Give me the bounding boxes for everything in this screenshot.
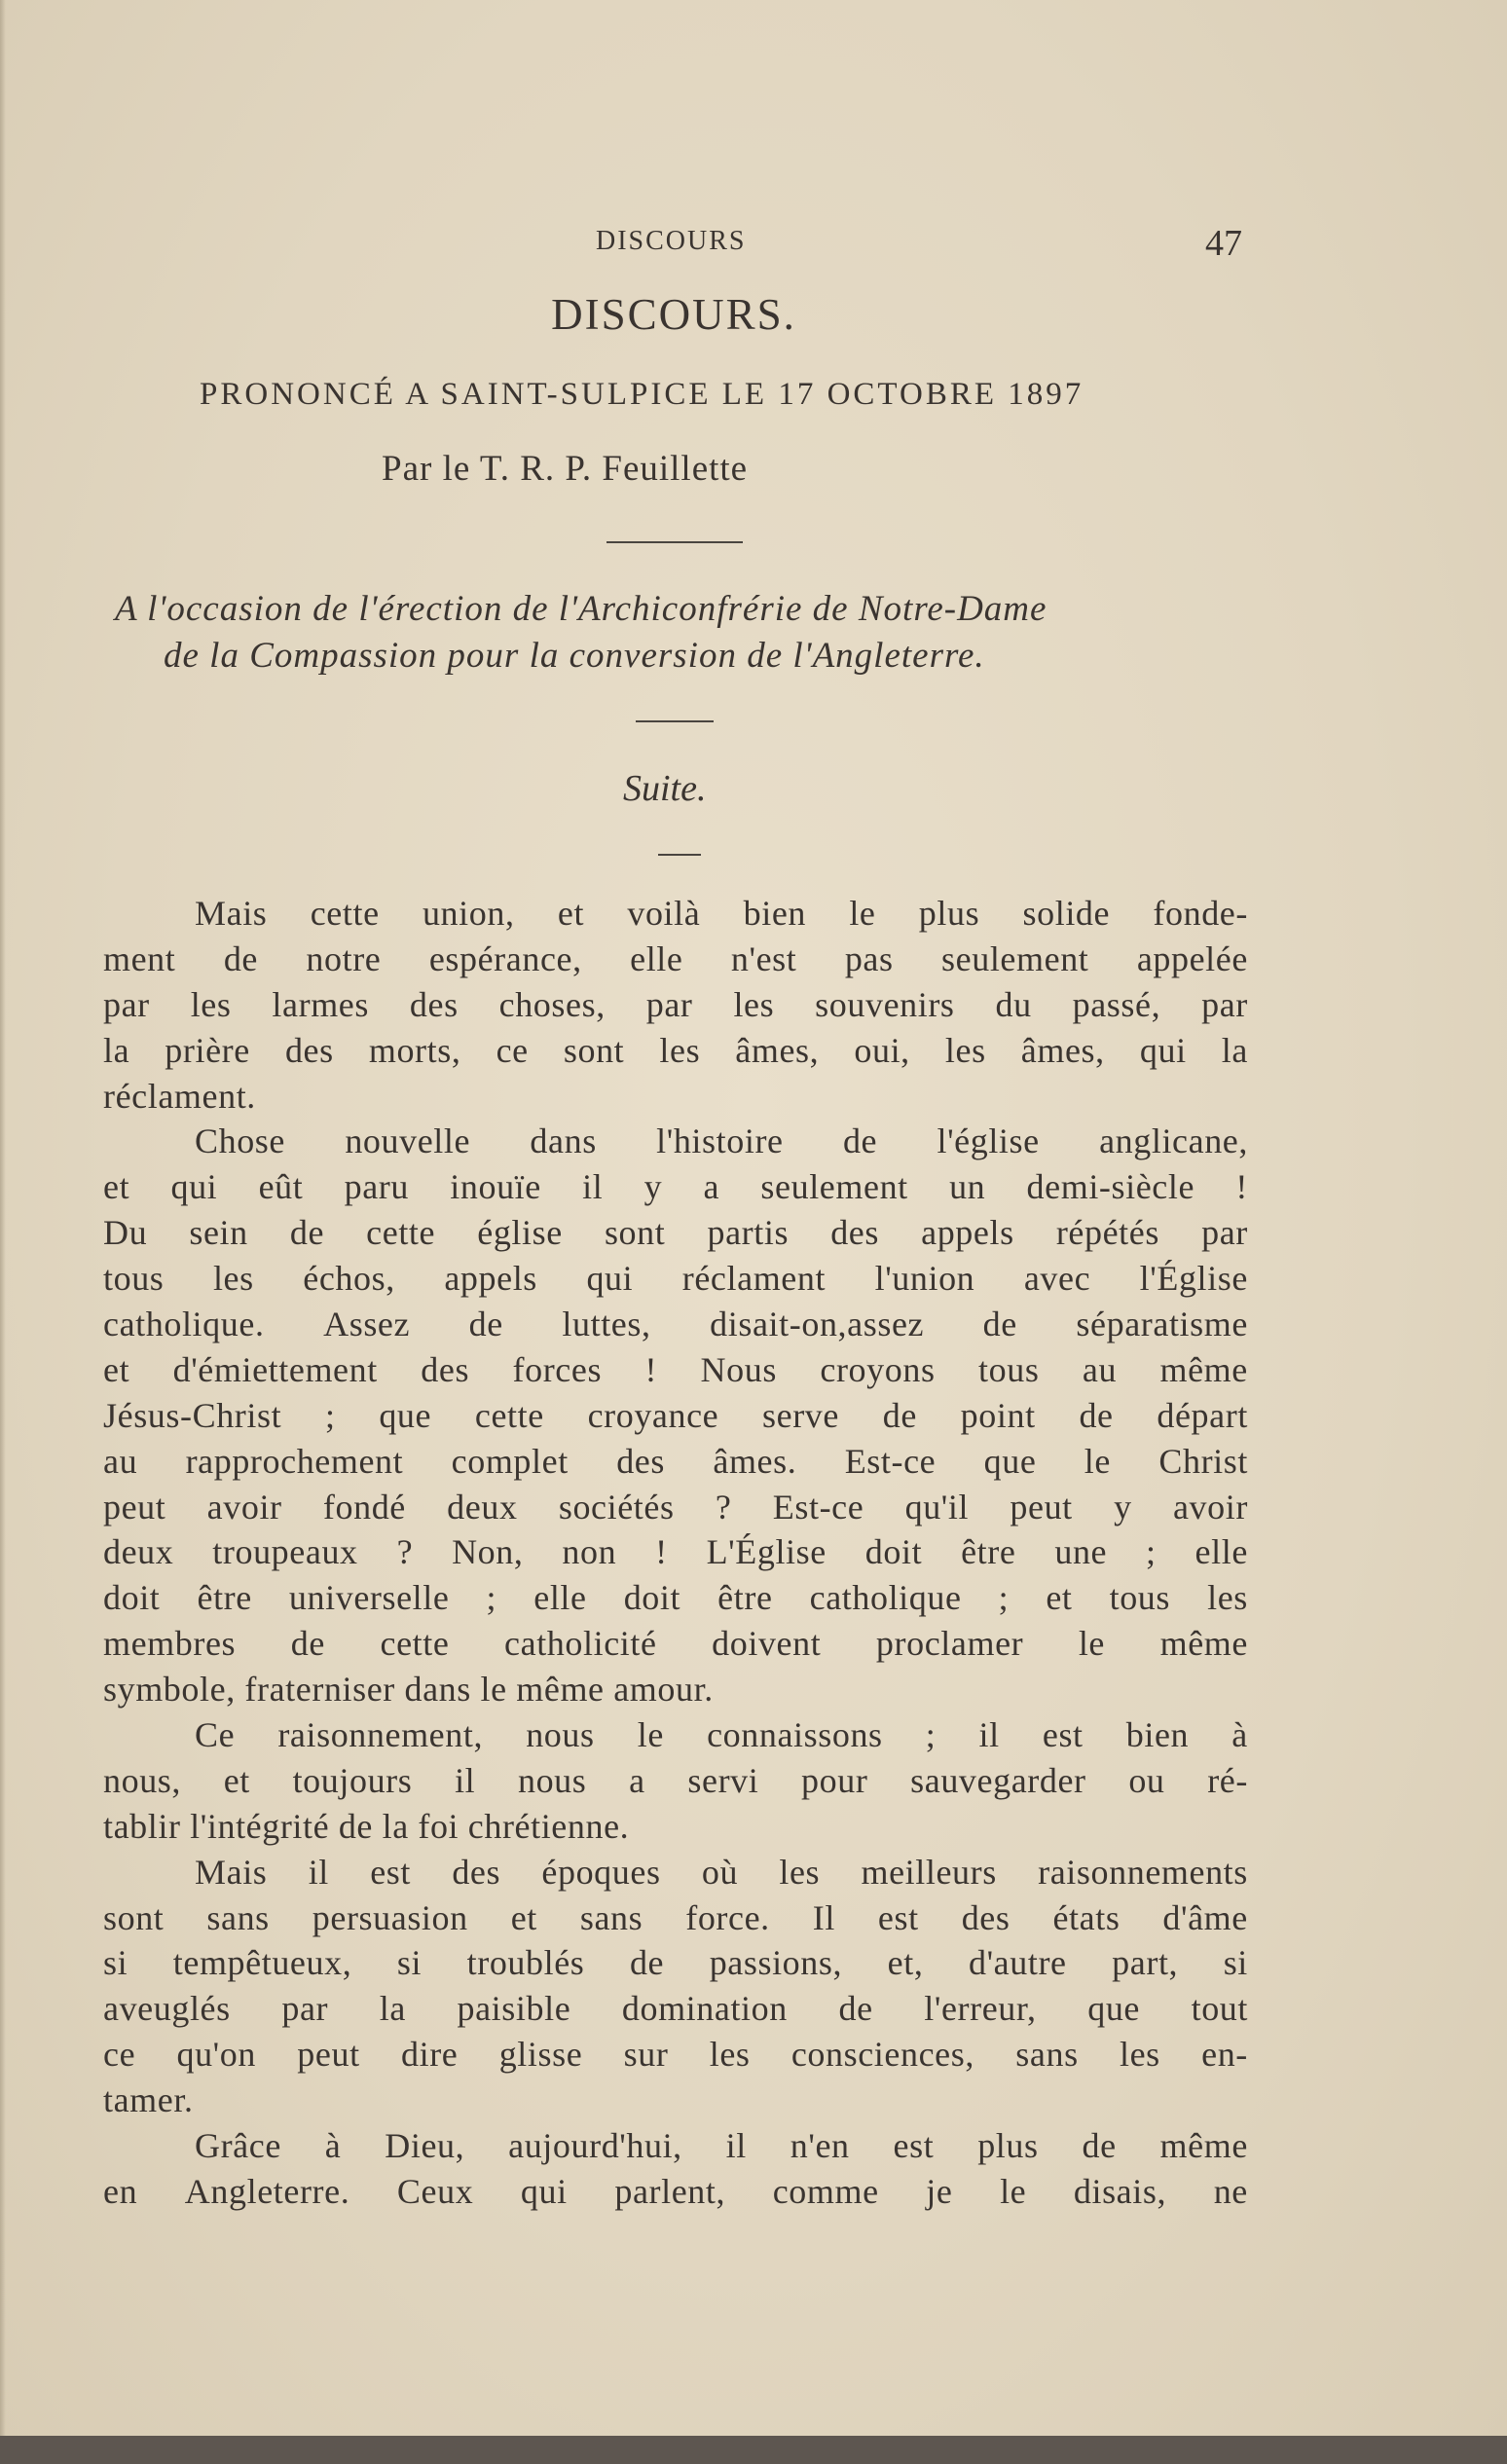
text-line: ment de notre espérance, elle n'est pas seulement appelée xyxy=(103,938,1248,978)
text-line: en Angleterre. Ceux qui parlent, comme je le disais, ne xyxy=(103,2171,1248,2211)
text-line: et d'émiettement des forces ! Nous croyons tous au même xyxy=(103,1349,1248,1389)
occasion-line: A l'occasion de l'érection de l'Archiconfrérie de Notre-Dame xyxy=(115,589,1048,629)
text-line: réclament. xyxy=(103,1076,256,1116)
text-line: tamer. xyxy=(103,2080,194,2120)
text-line: Ce raisonnement, nous le connaissons ; il est bien à xyxy=(195,1715,1248,1755)
text-line: peut avoir fondé deux sociétés ? Est-ce qu'il peut y avoir xyxy=(103,1487,1248,1526)
divider-rule xyxy=(606,541,743,543)
text-line: sont sans persuasion et sans force. Il est des états d'âme xyxy=(103,1897,1248,1937)
text-line: Jésus-Christ ; que cette croyance serve de point de départ xyxy=(103,1395,1248,1435)
text-line: au rapprochement complet des âmes. Est-ce que le Christ xyxy=(103,1441,1248,1481)
section-label: Suite. xyxy=(623,768,707,809)
page-bottom-edge xyxy=(0,2436,1507,2464)
occasion-line: de la Compassion pour la conversion de l'Angleterre. xyxy=(164,636,985,676)
text-line: symbole, fraterniser dans le même amour. xyxy=(103,1670,714,1710)
chapter-title: DISCOURS. xyxy=(551,290,796,339)
text-line: aveuglés par la paisible domination de l'erreur, que tout xyxy=(103,1989,1248,2029)
text-line: Du sein de cette église sont partis des appels répétés par xyxy=(103,1213,1248,1253)
text-line: ce qu'on peut dire glisse sur les consciences, sans les en- xyxy=(103,2035,1248,2075)
text-line: Mais cette union, et voilà bien le plus solide fonde- xyxy=(195,894,1248,933)
running-title: DISCOURS xyxy=(596,226,747,256)
page-left-edge xyxy=(0,0,6,2436)
text-line: par les larmes des choses, par les souvenirs du passé, par xyxy=(103,984,1248,1024)
text-line: tablir l'intégrité de la foi chrétienne. xyxy=(103,1806,630,1846)
text-line: deux troupeaux ? Non, non ! L'Église doit être une ; elle xyxy=(103,1532,1248,1572)
text-line: Mais il est des époques où les meilleurs raisonnements xyxy=(195,1852,1248,1892)
text-line: la prière des morts, ce sont les âmes, oui, les âmes, qui la xyxy=(103,1030,1248,1070)
occasion-note xyxy=(115,586,1303,680)
text-line: nous, et toujours il nous a servi pour sauvegarder ou ré- xyxy=(103,1760,1248,1800)
text-line: Grâce à Dieu, aujourd'hui, il n'en est plus de même xyxy=(195,2126,1248,2166)
text-line: catholique. Assez de luttes, disait-on,assez de séparatisme xyxy=(103,1305,1248,1344)
text-line: membres de cette catholicité doivent proclamer le même xyxy=(103,1624,1248,1664)
page-number: 47 xyxy=(1205,223,1242,264)
running-head xyxy=(0,222,1507,264)
text-line: tous les échos, appels qui réclament l'union avec l'Église xyxy=(103,1259,1248,1299)
chapter-subtitle: PRONONCÉ A SAINT-SULPICE LE 17 OCTOBRE 1897 xyxy=(200,377,1084,412)
text-line: Chose nouvelle dans l'histoire de l'église anglicane, xyxy=(195,1122,1248,1161)
text-line: et qui eût paru inouïe il y a seulement un demi-siècle ! xyxy=(103,1167,1248,1207)
body-text xyxy=(103,891,1248,2215)
text-line: si tempêtueux, si troublés de passions, et, d'autre part, si xyxy=(103,1943,1248,1983)
text-line: doit être universelle ; elle doit être catholique ; et tous les xyxy=(103,1578,1248,1618)
divider-rule xyxy=(658,854,701,856)
divider-rule xyxy=(636,720,714,722)
author-line: Par le T. R. P. Feuillette xyxy=(382,449,749,489)
